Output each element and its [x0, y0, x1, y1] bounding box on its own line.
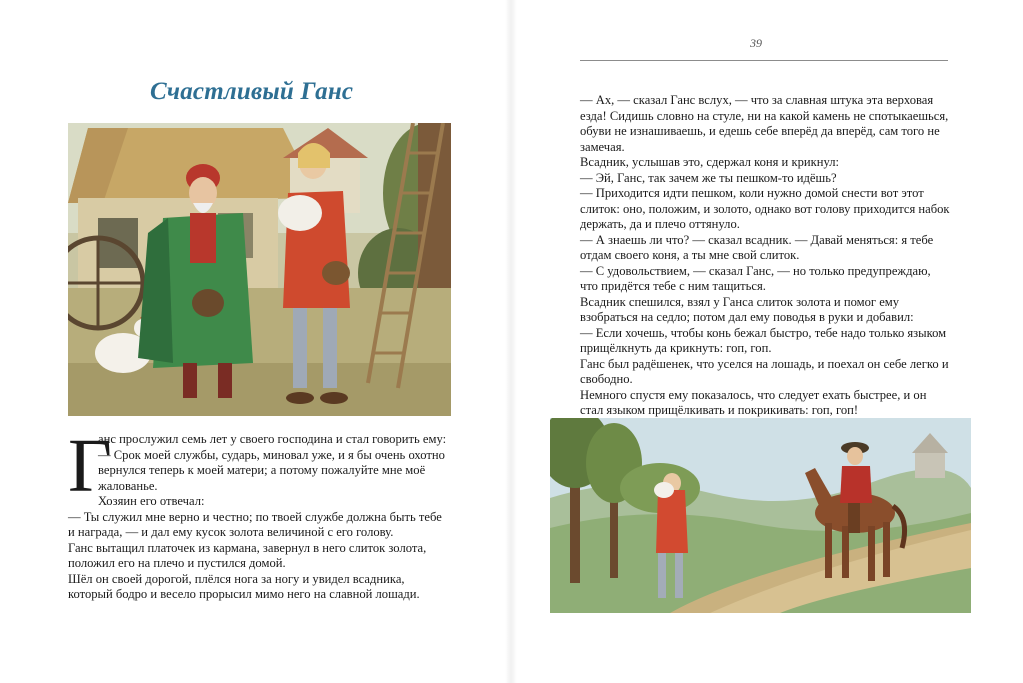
- paragraph: анс прослужил семь лет у своего господина и стал говорить ему:: [98, 432, 447, 446]
- paragraph: Ганс был радёшенек, что уселся на лошадь, и поехал он себе легко и свободно.: [580, 356, 949, 386]
- paragraph: Хозяин его отвечал:: [98, 494, 205, 508]
- paragraph: — А знаешь ли что? — сказал всадник. — Давай меняться: я тебе отдам своего коня, а ты мне свой слиток.: [580, 232, 934, 262]
- paragraph: Ганс вытащил платочек из кармана, завернул в него слиток золота, положил его на плечо и пустился домой.: [68, 540, 427, 570]
- paragraph: — Эй, Ганс, так зачем же ты пешком-то идёшь?: [580, 170, 837, 185]
- book-gutter: [505, 0, 517, 683]
- paragraph: — Если хочешь, чтобы конь бежал быстро, тебе надо только языком прищёлкнуть да крикнуть: гоп, гоп.: [580, 325, 947, 355]
- paragraph: — Ах, — сказал Ганс вслух, — что за славная штука эта верховая езда! Сидишь словно на стуле, ни на какой камень не спотыкаешься, обуви не изнашиваешь, и едешь себе вперёд да вперёд, сам того не замечая.: [580, 93, 949, 154]
- paragraph: — С удовольствием, — сказал Ганс, — но только предупреждаю, что придётся тебе с ним тащиться.: [580, 263, 931, 293]
- drop-cap: Г: [68, 424, 112, 508]
- paragraph: Шёл он своей дорогой, плёлся нога за ногу и увидел всадника, который бодро и весело прорысил мимо него на славной лошади.: [68, 571, 420, 601]
- paragraph: — Ты служил мне верно и честно; по твоей службе должна быть тебе и награда, — и дал ему кусок золота величиной с его голову.: [68, 509, 442, 539]
- header-rule: [580, 60, 948, 61]
- paragraph: — Срок моей службы, сударь, миновал уже, и я бы очень охотно вернулся теперь к моей матери; а потому пожалуйте мне моё жалованье.: [98, 447, 445, 493]
- story-title: Счастливый Ганс: [150, 78, 354, 105]
- paragraph: Всадник спешился, взял у Ганса слиток золота и помог ему взобраться на седло; потом дал ему поводья в руки и добавил:: [580, 294, 914, 324]
- illustration-master-and-hans: [68, 123, 451, 416]
- page-number: 39: [750, 36, 762, 50]
- left-page-text: [68, 424, 450, 603]
- illustration-hans-and-rider: [550, 418, 971, 613]
- paragraph: — Приходится идти пешком, коли нужно домой снести вот этот слиток: оно, положим, и золото, однако вот голову приходится набок держать, да и плечо оттянуло.: [580, 186, 950, 231]
- paragraph: Всадник, услышав это, сдержал коня и крикнул:: [580, 155, 839, 169]
- paragraph: Немного спустя ему показалось, что следует ехать быстрее, и он стал языком прищёлкивать и покрикивать: гоп, гоп!: [580, 387, 927, 417]
- right-page-text: [580, 93, 950, 419]
